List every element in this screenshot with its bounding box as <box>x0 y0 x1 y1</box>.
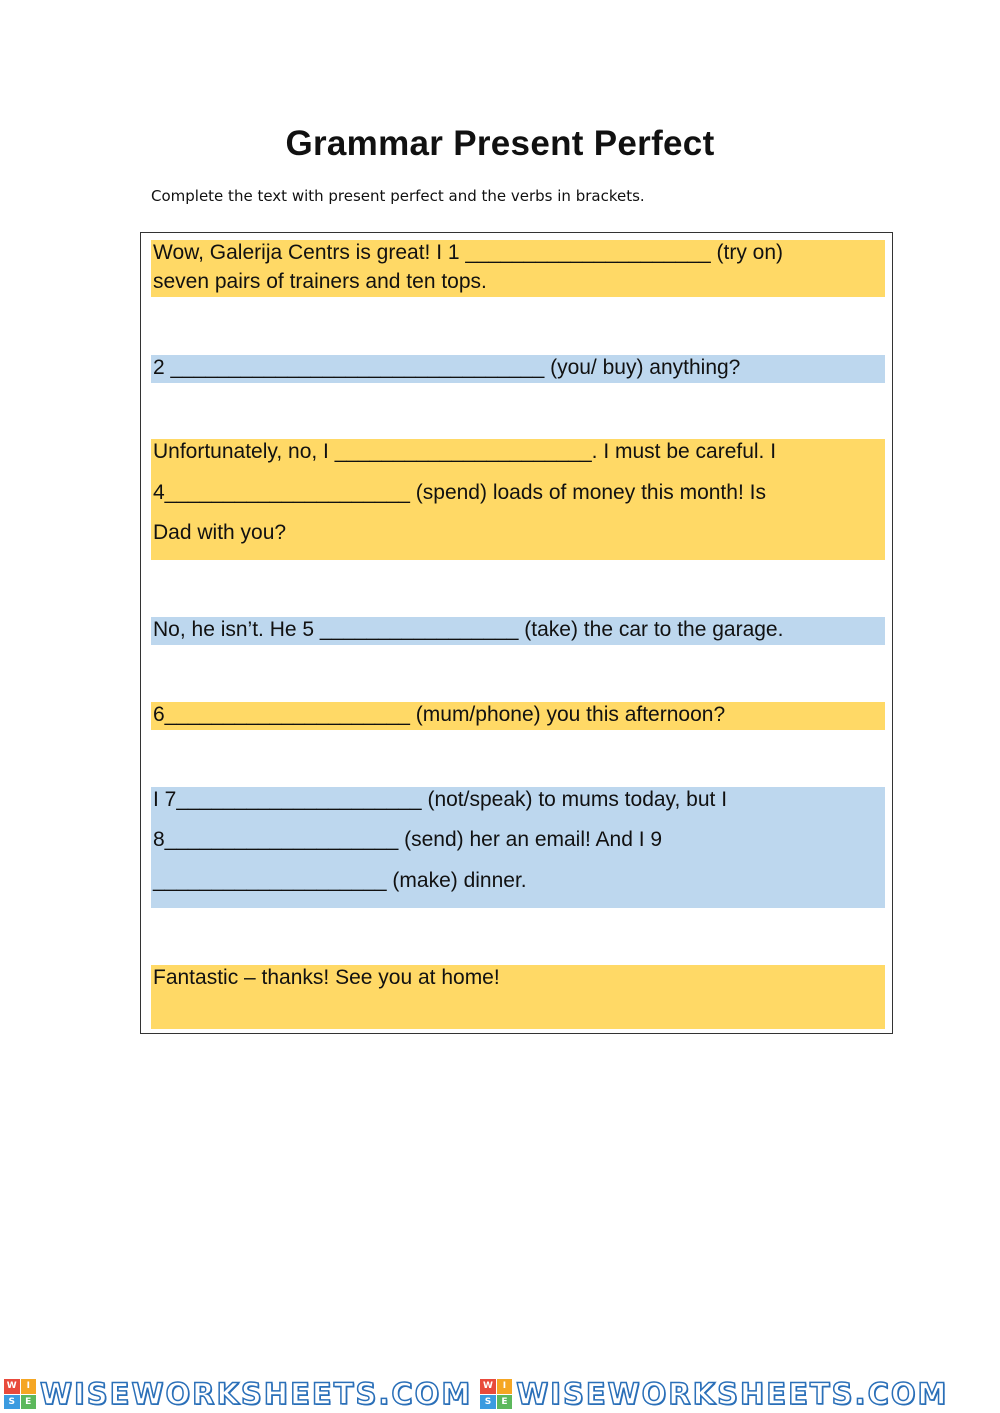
dialogue-line: Dad with you? <box>153 521 287 544</box>
dialogue-line: I 7_____________________ (not/speak) to mums today, but I <box>153 788 728 811</box>
badge-letter: E <box>497 1395 513 1410</box>
badge-letter: I <box>21 1379 37 1394</box>
dialogue-block-5 <box>151 702 885 730</box>
dialogue-line: 2 ________________________________ (you/ buy) anything? <box>153 356 741 379</box>
badge-letter: W <box>4 1379 20 1394</box>
dialogue-line: Unfortunately, no, I ______________________. I must be careful. I <box>153 440 777 463</box>
logo-badge-icon <box>4 1379 36 1409</box>
logo-text: WISEWORKSHEETS.COM <box>516 1377 949 1411</box>
dialogue-line: 8____________________ (send) her an email! And I 9 <box>153 828 663 851</box>
logo-badge-icon <box>480 1379 512 1409</box>
dialogue-block-7 <box>151 965 885 1029</box>
dialogue-line: No, he isn’t. He 5 _________________ (take) the car to the garage. <box>153 618 784 641</box>
site-logo <box>4 1377 472 1411</box>
page-title: Grammar Present Perfect <box>285 124 715 163</box>
dialogue-line: 6_____________________ (mum/phone) you this afternoon? <box>153 703 726 726</box>
instructions-text: Complete the text with present perfect and the verbs in brackets. <box>151 187 645 205</box>
dialogue-block-2 <box>151 355 885 383</box>
footer-watermark <box>0 1375 1000 1413</box>
badge-letter: S <box>480 1395 496 1410</box>
badge-letter: I <box>497 1379 513 1394</box>
dialogue-block-1 <box>151 240 885 297</box>
dialogue-line: ____________________ (make) dinner. <box>153 869 527 892</box>
dialogue-line: seven pairs of trainers and ten tops. <box>153 270 487 293</box>
site-logo <box>480 1377 948 1411</box>
logo-text: WISEWORKSHEETS.COM <box>40 1377 473 1411</box>
dialogue-line: 4_____________________ (spend) loads of money this month! Is <box>153 481 766 504</box>
dialogue-block-4 <box>151 617 885 645</box>
dialogue-block-6 <box>151 787 885 908</box>
badge-letter: W <box>480 1379 496 1394</box>
dialogue-line: Wow, Galerija Centrs is great! I 1 _____________________ (try on) <box>153 241 783 264</box>
dialogue-block-3 <box>151 439 885 560</box>
dialogue-line: Fantastic – thanks! See you at home! <box>153 966 500 989</box>
badge-letter: S <box>4 1395 20 1410</box>
badge-letter: E <box>21 1395 37 1410</box>
